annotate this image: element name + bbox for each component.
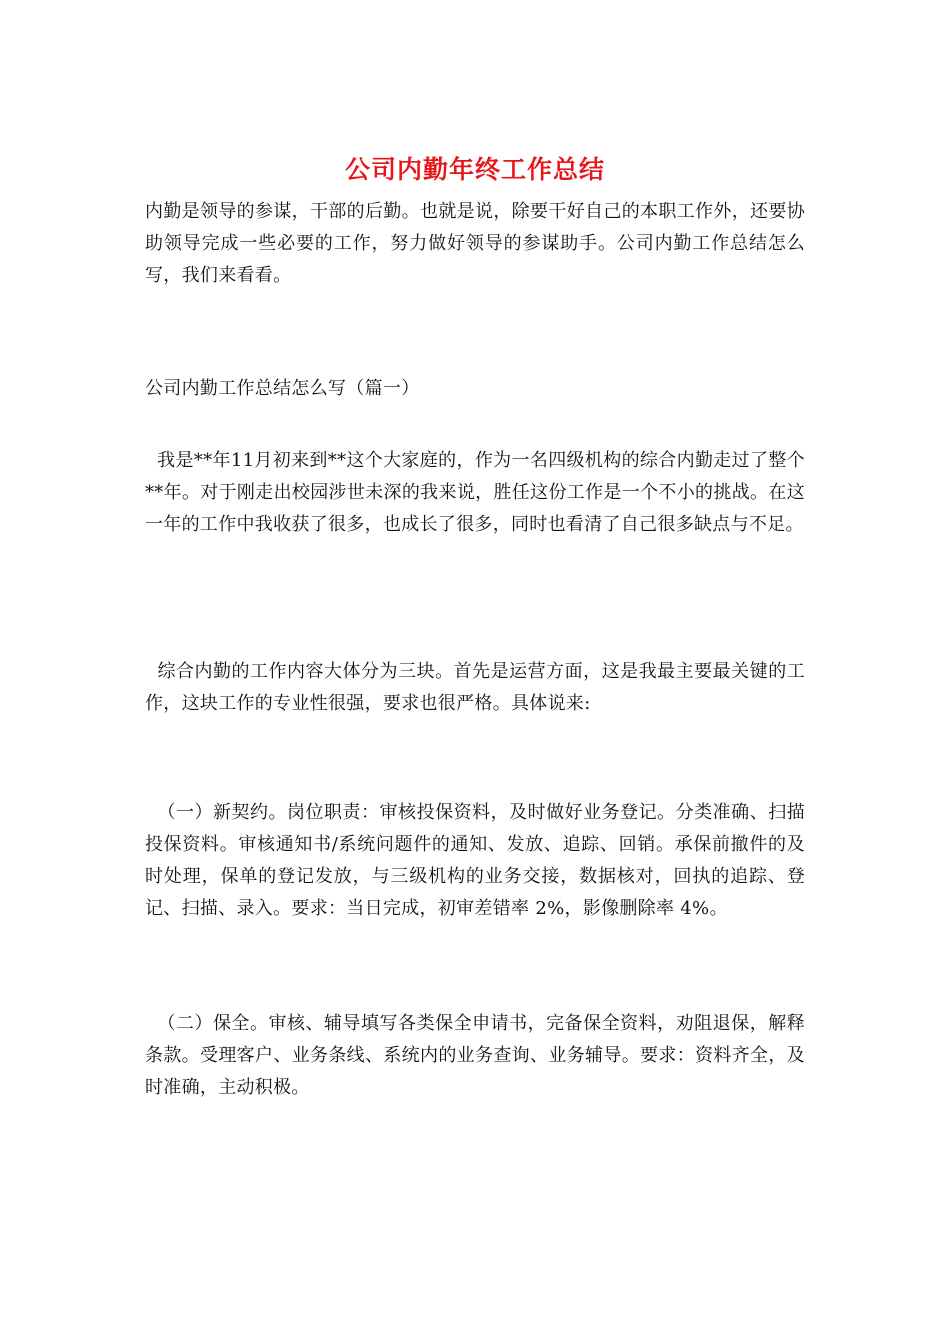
document-title: 公司内勤年终工作总结 <box>344 155 605 184</box>
body-paragraph-2: 综合内勤的工作内容大体分为三块。首先是运营方面，这是我最主要最关键的工作，这块工作的专业性很强，要求也很严格。具体说来: <box>145 661 806 714</box>
body-paragraph-1: 我是**年11月初来到**这个大家庭的，作为一名四级机构的综合内勤走过了整个**年。对于刚走出校园涉世未深的我来说，胜任这份工作是一个不小的挑战。在这一年的工作中我收获了很多，也成长了很多，同时也看清了自己很多缺点与不足。 <box>145 450 805 535</box>
intro-paragraph: 内勤是领导的参谋，干部的后勤。也就是说，除要干好自己的本职工作外，还要协助领导完成一些必要的工作，努力做好领导的参谋助手。公司内勤工作总结怎么写，我们来看看。 <box>145 201 805 286</box>
body-paragraph-preservation: （二）保全。审核、辅导填写各类保全申请书，完备保全资料，劝阻退保，解释条款。受理客户、业务条线、系统内的业务查询、业务辅导。要求：资料齐全，及时准确，主动积极。 <box>145 1013 806 1098</box>
section-heading: 公司内勤工作总结怎么写（篇一） <box>145 378 420 399</box>
body-paragraph-new-contract: （一）新契约。岗位职责：审核投保资料，及时做好业务登记。分类准确、扫描投保资料。审核通知书/系统问题件的通知、发放、追踪、回销。承保前撤件的及时处理，保单的登记发放，与三级机构的业务交接，数据核对，回执的追踪、登记、扫描、录入。要求：当日完成，初审差错率 2%，影像删除率 4%。 <box>145 802 806 919</box>
